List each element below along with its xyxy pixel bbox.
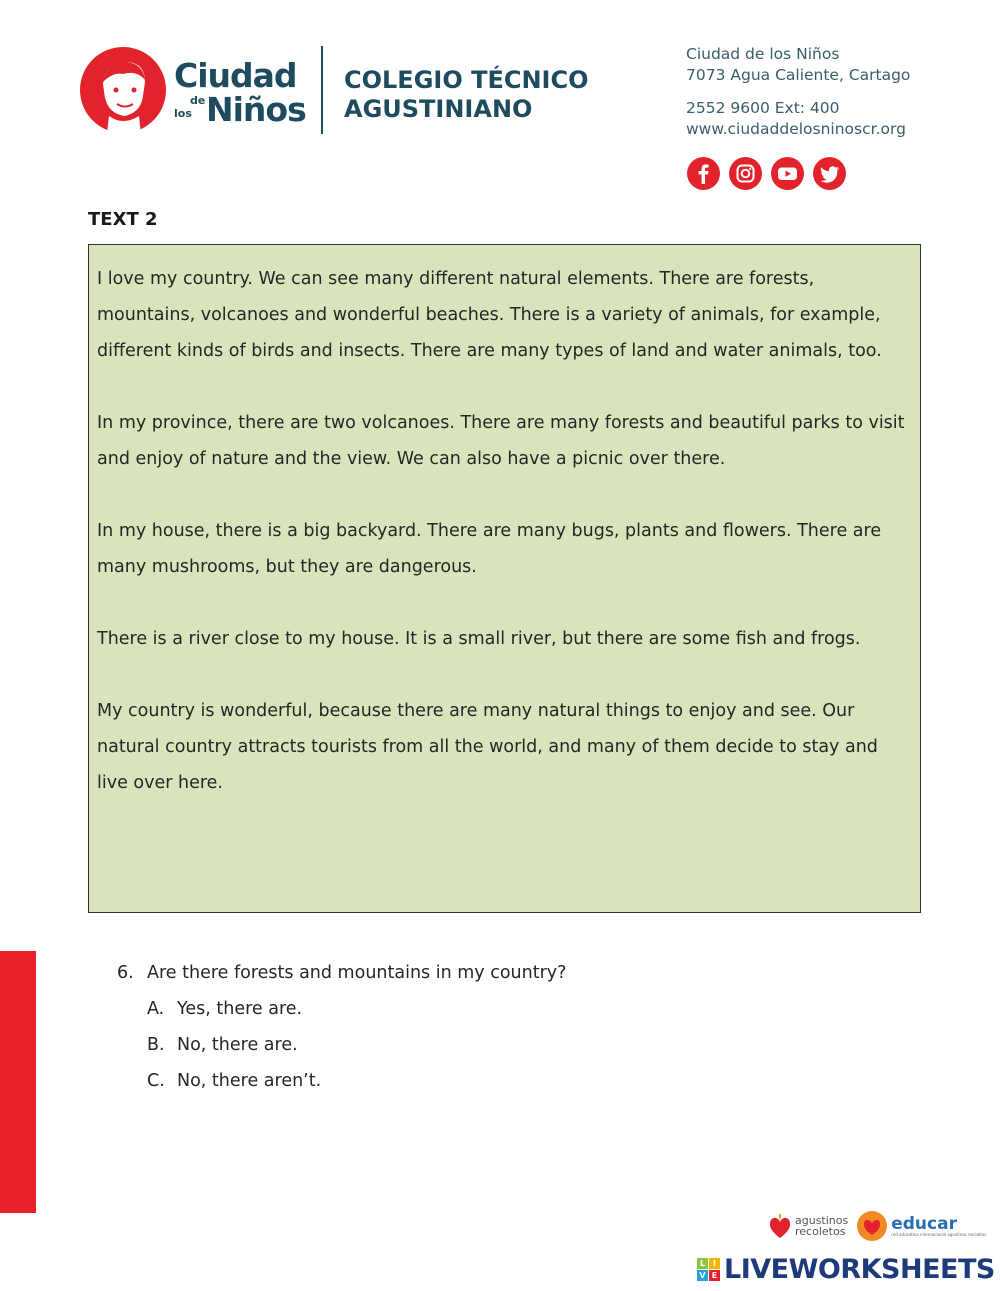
partner-logos <box>768 1210 986 1242</box>
contact-website[interactable]: www.ciudaddelosninoscr.org <box>686 120 906 138</box>
facebook-icon[interactable] <box>687 157 720 190</box>
contact-name: Ciudad de los Niños <box>686 45 840 63</box>
agustinos-line2: recoletos <box>795 1225 846 1238</box>
page-header <box>0 0 1000 200</box>
lw-box-e: E <box>709 1270 720 1281</box>
school-name-line2: AGUSTINIANO <box>344 95 533 123</box>
contact-info <box>686 44 910 140</box>
ciudad-de-los-ninos-logo-icon <box>79 46 167 134</box>
lw-box-l: L <box>697 1258 708 1269</box>
lw-box-i: I <box>709 1258 720 1269</box>
passage-paragraph-4: There is a river close to my house. It is a small river, but there are some fish and frogs. <box>97 629 861 649</box>
youtube-icon[interactable] <box>771 157 804 190</box>
passage-paragraph-3: In my house, there is a big backyard. There are many bugs, plants and flowers. There are many mushrooms, but they are dangerous. <box>97 521 882 577</box>
liveworksheets-boxes <box>697 1258 720 1281</box>
option-letter: A. <box>147 999 165 1019</box>
option-text: No, there aren’t. <box>177 1071 322 1091</box>
twitter-icon[interactable] <box>813 157 846 190</box>
school-name-line1: COLEGIO TÉCNICO <box>344 66 589 94</box>
contact-address: 7073 Agua Caliente, Cartago <box>686 66 911 84</box>
passage-paragraph-5: My country is wonderful, because there are many natural things to enjoy and see. Our natural country attracts tourists from all the world, and many of them decide to stay and live over here. <box>97 701 878 793</box>
instagram-icon[interactable] <box>729 157 762 190</box>
option-text: No, there are. <box>177 1035 298 1055</box>
educar-emblem-icon <box>856 1210 888 1242</box>
option-letter: C. <box>147 1071 165 1091</box>
agustinos-line1: agustinos <box>795 1214 849 1227</box>
option-text: Yes, there are. <box>177 999 303 1019</box>
option-letter: B. <box>147 1035 165 1055</box>
logo-ninos: Niños <box>206 90 306 129</box>
agustinos-recoletos-logo <box>768 1213 848 1239</box>
liveworksheets-logo <box>697 1254 995 1285</box>
answer-option-b[interactable] <box>147 1027 566 1063</box>
logo-de: de <box>190 94 206 107</box>
passage-paragraph-2: In my province, there are two volcanoes. There are many forests and beautiful parks to visit and enjoy of nature and the view. We can also have a picnic over there. <box>97 413 905 469</box>
question-number: 6. <box>117 963 134 983</box>
heart-flame-icon <box>768 1213 792 1239</box>
educar-sub: red educativa internacional agustinos recoletos <box>891 1231 987 1237</box>
section-title: TEXT 2 <box>88 209 158 230</box>
liveworksheets-text: LIVEWORKSHEETS <box>724 1254 995 1285</box>
educar-name: educar <box>891 1213 957 1234</box>
passage-paragraph-1: I love my country. We can see many different natural elements. There are forests, mountains, volcanoes and wonderful beaches. There is a variety of animals, for example, different kinds of birds and insects. There are many types of land and water animals, too. <box>97 269 882 361</box>
lw-box-v: V <box>697 1270 708 1281</box>
answer-option-a[interactable] <box>147 991 566 1027</box>
school-name <box>344 66 589 124</box>
logo-ciudad: Ciudad <box>174 56 297 95</box>
answer-option-c[interactable] <box>147 1063 566 1099</box>
side-accent-bar <box>0 951 36 1213</box>
reading-passage <box>88 244 921 913</box>
educar-logo <box>856 1210 986 1242</box>
contact-phone: 2552 9600 Ext: 400 <box>686 99 840 117</box>
question-6 <box>117 955 566 1099</box>
social-links <box>687 157 846 190</box>
logo-los: los <box>174 107 192 120</box>
header-divider <box>321 46 323 134</box>
question-text: Are there forests and mountains in my country? <box>147 963 567 983</box>
answer-options <box>147 991 566 1099</box>
